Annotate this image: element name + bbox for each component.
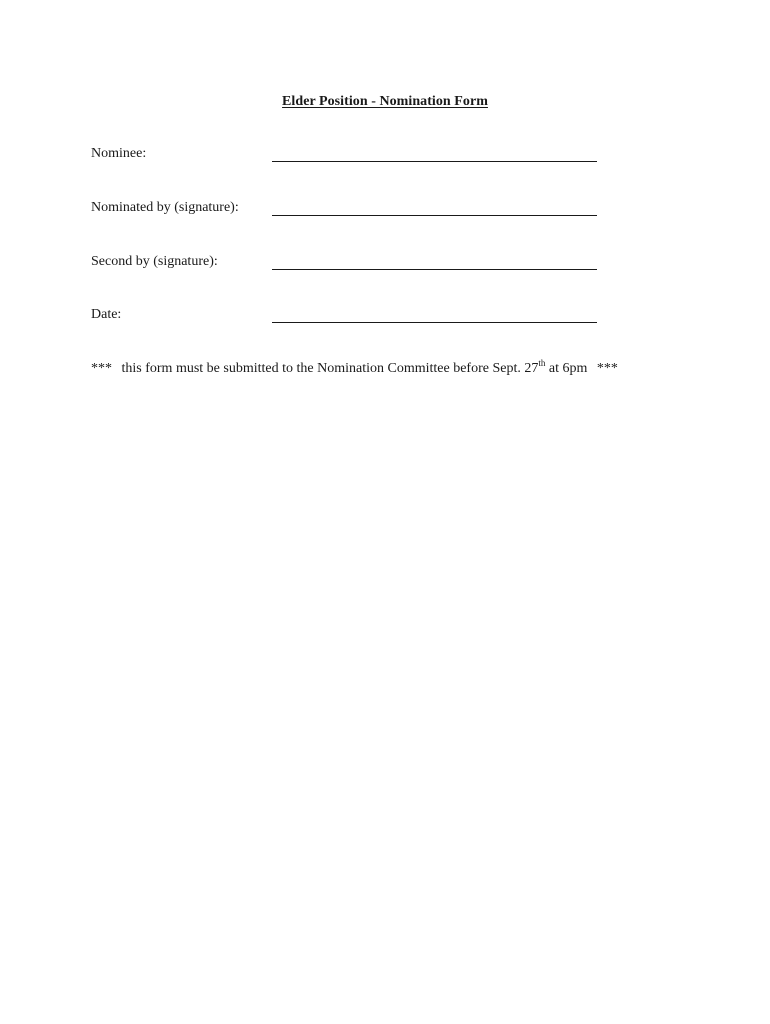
nominee-signature-line[interactable] [272, 161, 597, 162]
nominated-by-signature-line[interactable] [272, 215, 597, 216]
second-by-label: Second by (signature): [91, 254, 218, 269]
note-prefix: *** [91, 361, 112, 376]
note-time: at 6pm [548, 361, 588, 376]
nominated-by-label: Nominated by (signature): [91, 200, 239, 215]
note-suffix: *** [596, 361, 618, 376]
note-text: this form must be submitted to the Nomination Committee before Sept. 27 [121, 361, 539, 376]
nominee-label: Nominee: [91, 146, 147, 161]
note-superscript: th [538, 358, 546, 368]
nominee-field-row [91, 146, 601, 166]
date-label: Date: [91, 307, 122, 322]
second-by-field-row [91, 254, 601, 274]
nominated-by-field-row [91, 200, 601, 220]
date-line[interactable] [272, 322, 597, 323]
second-by-signature-line[interactable] [272, 269, 597, 270]
date-field-row [91, 307, 601, 327]
submission-note [91, 358, 618, 377]
form-title: Elder Position - Nomination Form [282, 94, 488, 109]
